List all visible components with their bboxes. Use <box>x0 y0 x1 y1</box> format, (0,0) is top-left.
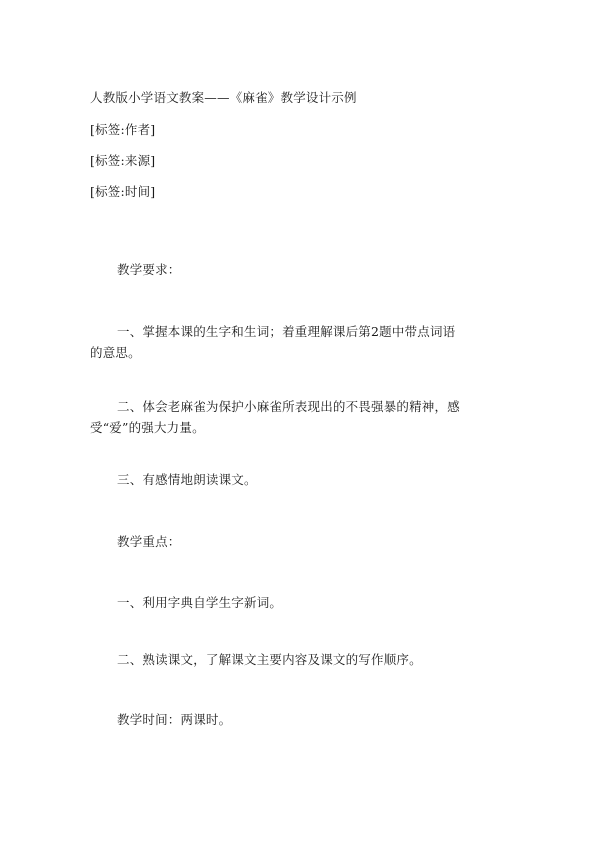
requirement-item-2: 二、体会老麻雀为保护小麻雀所表现出的不畏强暴的精神，感受“爱”的强大力量。 <box>90 399 460 435</box>
key-points-heading: 教学重点： <box>117 534 181 549</box>
key-point-item-1: 一、利用字典自学生字新词。 <box>117 595 283 610</box>
tag-author: [标签:作者] <box>90 122 156 137</box>
teaching-time: 教学时间：两课时。 <box>117 712 232 727</box>
tag-source: [标签:来源] <box>90 153 156 168</box>
requirement-item-1: 一、掌握本课的生字和生词；着重理解课后第2题中带点词语的意思。 <box>90 324 456 360</box>
tag-time: [标签:时间] <box>90 184 156 199</box>
key-point-item-2: 二、熟读课文，了解课文主要内容及课文的写作顺序。 <box>117 652 422 667</box>
document-title: 人教版小学语文教案——《麻雀》教学设计示例 <box>90 90 357 105</box>
requirement-item-3: 三、有感情地朗读课文。 <box>117 472 257 487</box>
requirements-heading: 教学要求： <box>117 262 181 277</box>
